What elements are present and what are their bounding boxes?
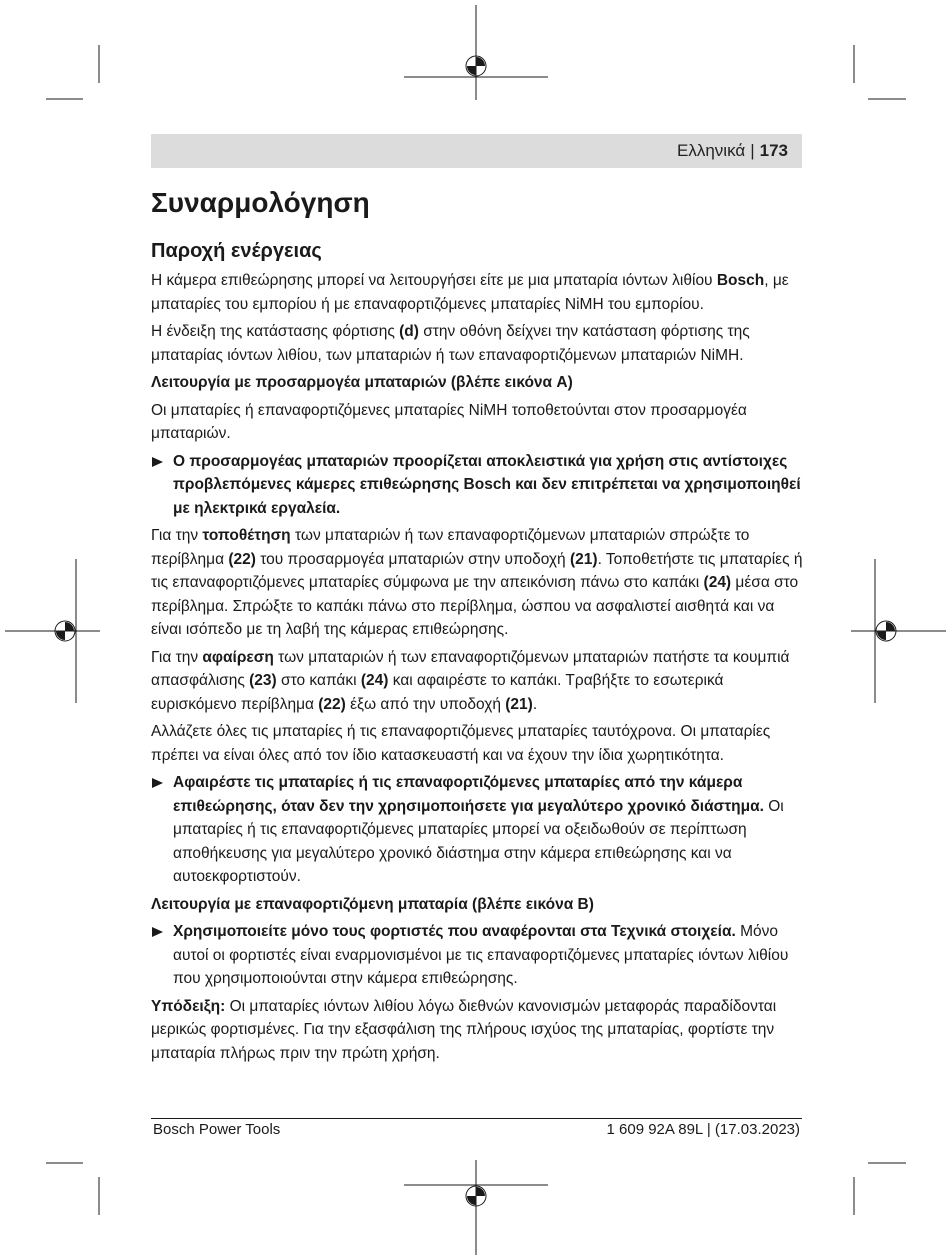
header-language: Ελληνικά bbox=[677, 141, 746, 160]
intro-paragraph-1: Η κάμερα επιθεώρησης μπορεί να λειτουργήσει είτε με μια μπαταρία ιόντων λιθίου Bosch, με μπαταρίες του εμπορίου ή με επαναφορτιζόμενες μπαταρίες NiMH του εμπορίου. bbox=[151, 272, 789, 313]
heading-rechargeable-battery: Λειτουργία με επαναφορτιζόμενη μπαταρία (βλέπε εικόνα B) bbox=[151, 895, 594, 913]
section-title: Συναρμολόγηση bbox=[151, 187, 370, 218]
warning-bullet-remove-batteries: Αφαιρέστε τις μπαταρίες ή τις επαναφορτιζόμενες μπαταρίες από την κάμερα επιθεώρησης, όταν δεν την χρησιμοποιήσετε για μεγαλύτερο χρονικό διάστημα. Οι μπαταρίες ή τις επαναφορτιζόμενες μπαταρίες μπορεί να οξειδωθούν σε περίπτωση αποθήκευσης για μεγαλύτερο χρονικό διάστημα στην κάμερα επιθεώρησης και να αυτοεκφορτιστούν. bbox=[151, 771, 803, 889]
footer-doc-id: 1 609 92A 89L | (17.03.2023) bbox=[606, 1121, 800, 1138]
intro-paragraph-2: Η ένδειξη της κατάστασης φόρτισης (d) στην οθόνη δείχνει την κατάσταση φόρτισης της μπαταρίας ιόντων λιθίου, των μπαταριών ή των επαναφορτιζόμενων μπαταριών NiMH. bbox=[151, 323, 750, 364]
warning-bullet-adapter: Ο προσαρμογέας μπαταριών προορίζεται αποκλειστικά για χρήση στις αντίστοιχες προβλεπόμενες κάμερες επιθεώρησης Bosch και δεν επιτρέπεται να χρησιμοποιηθεί με ηλεκτρικά εργαλεία. bbox=[151, 450, 803, 521]
subsection-title: Παροχή ενέργειας bbox=[151, 240, 322, 262]
replace-paragraph: Αλλάζετε όλες τις μπαταρίες ή τις επαναφορτιζόμενες μπαταρίες ταυτόχρονα. Οι μπαταρίες πρέπει να είναι όλες από τον ίδιο κατασκευαστή και να έχουν την ίδια χωρητικότητα. bbox=[151, 723, 771, 764]
adapter-paragraph: Οι μπαταρίες ή επαναφορτιζόμενες μπαταρίες NiMH τοποθετούνται στον προσαρμογέα μπαταριών. bbox=[151, 401, 747, 442]
page-number: 173 bbox=[759, 141, 788, 160]
bullet-triangle-icon bbox=[152, 778, 163, 788]
bullet-triangle-icon bbox=[152, 927, 163, 937]
footer-brand: Bosch Power Tools bbox=[153, 1121, 281, 1138]
page-content bbox=[151, 185, 803, 1069]
footer-rule bbox=[151, 1118, 802, 1119]
heading-battery-adapter: Λειτουργία με προσαρμογέα μπαταριών (βλέπε εικόνα A) bbox=[151, 374, 573, 391]
header-separator: | bbox=[750, 141, 755, 160]
remove-paragraph: Για την αφαίρεση των μπαταριών ή των επαναφορτιζόμενων μπαταριών πατήστε τα κουμπιά απασφάλισης (23) στο καπάκι (24) και αφαιρέστε το καπάκι. Τραβήξτε το εσωτερικά ευρισκόμενο περίβλημα (22) έξω από την υποδοχή (21). bbox=[151, 648, 790, 713]
bullet-triangle-icon bbox=[152, 457, 163, 467]
page-header bbox=[151, 134, 802, 168]
note-paragraph: Υπόδειξη: Οι μπαταρίες ιόντων λιθίου λόγω διεθνών κανονισμών μεταφοράς παραδίδονται μερικώς φορτισμένες. Για την εξασφάλιση της πλήρους ισχύος της μπαταρίας, φορτίστε την μπαταρία πλήρως πριν την πρώτη χρήση. bbox=[151, 997, 777, 1062]
insert-paragraph: Για την τοποθέτηση των μπαταριών ή των επαναφορτιζόμενων μπαταριών σπρώξτε το περίβλημα (22) του προσαρμογέα μπαταριών στην υποδοχή (21). Τοποθετήστε τις μπαταρίες ή τις επαναφορτιζόμενες μπαταρίες σύμφωνα με την απεικόνιση πάνω στο καπάκι (24) μέσα στο περίβλημα. Σπρώξτε το καπάκι πάνω στο περίβλημα, ώσπου να ασφαλιστεί αισθητά και να είναι ισόπεδο με τη λαβή της κάμερας επιθεώρησης. bbox=[151, 527, 803, 638]
warning-bullet-chargers: Χρησιμοποιείτε μόνο τους φορτιστές που αναφέρονται στα Τεχνικά στοιχεία. Μόνο αυτοί οι φορτιστές είναι εναρμονισμένοι με τις επαναφορτιζόμενες μπαταρίες ιόντων λιθίου που χρησιμοποιούνται στην κάμερα επιθεώρησης. bbox=[151, 920, 803, 991]
